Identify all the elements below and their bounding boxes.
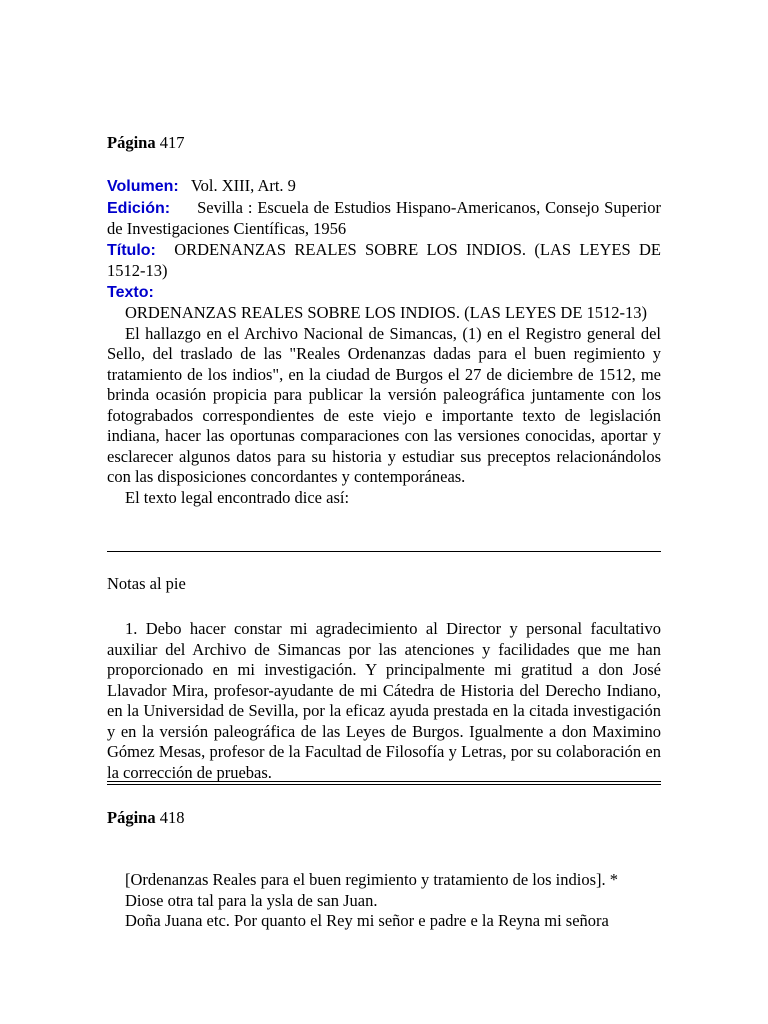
page-heading-418 — [107, 808, 184, 829]
page-number: 417 — [159, 133, 185, 152]
titulo-label: Título: — [107, 241, 156, 259]
texto-paragraph-title: ORDENANZAS REALES SOBRE LOS INDIOS. (LAS LEYES DE 1512-13) — [125, 303, 648, 322]
titulo-row — [107, 240, 661, 282]
page-418-line-2: Diose otra tal para la ysla de san Juan. — [125, 890, 378, 910]
footnote-divider-bottom — [107, 784, 661, 785]
edicion-row — [107, 198, 661, 240]
page-label: Página — [107, 133, 156, 152]
page-number: 418 — [159, 808, 185, 827]
texto-label: Texto: — [107, 283, 154, 301]
metadata-block — [107, 176, 661, 508]
footnote-1: 1. Debo hacer constar mi agradecimiento al Director y personal facultativo auxiliar del Archivo de Simancas por las atenciones y facilidades que me han proporcionado en mi investigación. Y principalmente mi gratitud a don José Llavador Mira, profesor-ayudante de mi Cátedra de Historia del Derecho Indiano, en la Universidad de Sevilla, por la eficaz ayuda prestada en la citada investigación y en la versión paleográfica de las Leyes de Burgos. Igualmente a don Maximino Gómez Mesas, profesor de la Facultad de Filosofía y Letras, por su colaboración en la corrección de pruebas. — [107, 619, 661, 782]
texto-row — [107, 282, 661, 304]
edicion-label: Edición: — [107, 199, 171, 217]
page-418-text — [125, 870, 661, 932]
page-418-line-3: Doña Juana etc. Por quanto el Rey mi señor e padre e la Reyna mi señora — [125, 911, 609, 930]
page-heading-417 — [107, 133, 184, 154]
titulo-value: ORDENANZAS REALES SOBRE LOS INDIOS. (LAS LEYES DE 1512-13) — [107, 239, 661, 280]
page-418-line-1: [Ordenanzas Reales para el buen regimiento y tratamiento de los indios]. * — [125, 870, 619, 889]
footnotes-heading: Notas al pie — [107, 574, 186, 593]
texto-paragraph-body: El hallazgo en el Archivo Nacional de Simancas, (1) en el Registro general del Sello, del traslado de las "Reales Ordenanzas dadas para el buen regimiento y tratamiento de los indios", en la ciudad de Burgos el 27 de diciembre de 1512, me brinda ocasión propicia para publicar la versión paleográfica juntamente con los fotograbados correspondientes de este viejo e importante texto de legislación indiana, hacer las oportunas comparaciones con las versiones conocidas, aportar y esclarecer algunos datos para su historia y estudiar sus preceptos relacionándolos con las disposiciones concordantes y contemporáneas. — [107, 323, 661, 486]
volumen-row — [107, 176, 661, 198]
edicion-value: Sevilla : Escuela de Estudios Hispano-Americanos, Consejo Superior de Investigaciones Científicas, 1956 — [107, 197, 662, 238]
volumen-value: Vol. XIII, Art. 9 — [190, 176, 296, 195]
page-label: Página — [107, 808, 156, 827]
texto-paragraph-closing: El texto legal encontrado dice así: — [125, 487, 350, 507]
section-divider — [107, 551, 661, 552]
footnote-divider-top — [107, 781, 661, 782]
volumen-label: Volumen: — [107, 178, 179, 195]
